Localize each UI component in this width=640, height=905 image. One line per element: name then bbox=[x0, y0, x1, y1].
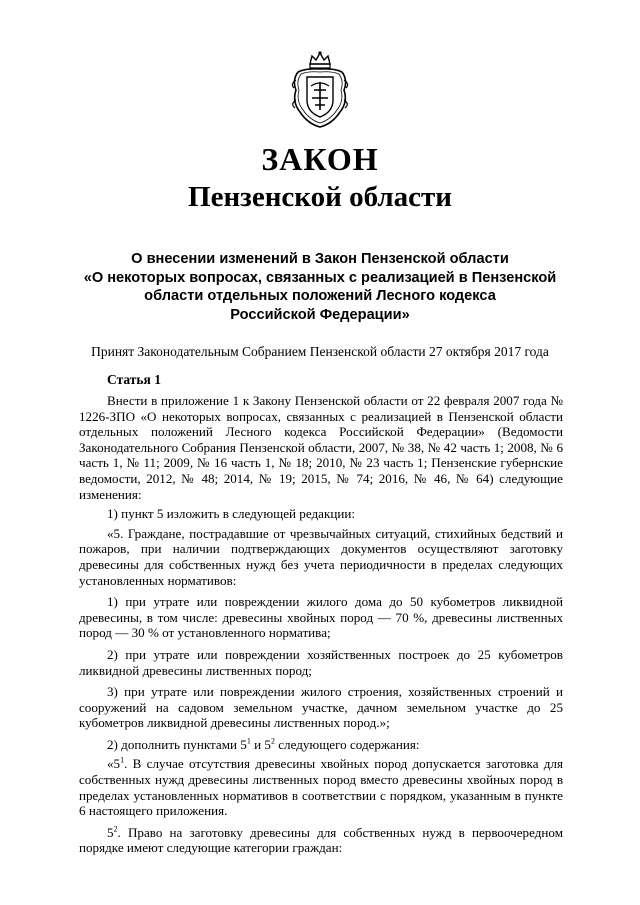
paragraph-intro: Внести в приложение 1 к Закону Пензенской области от 22 февраля 2007 года № 1226-ЗПО «О некоторых вопросах, связанных с реализацией в Пензенской области отдельных положений Лесного кодекса Российской Федерации» (Ведомости Законодательного Собрания Пензенской области, 2007, № 38, № 42 часть 1; 2008, № 6 часть 1, № 11; 2009, № 16 часть 1, № 18; 2010, № 23 часть 1; Пензенские губернские ведомости, 2012, № 48; 2014, № 19; 2015, № 74; 2016, № 46, № 64) следующие изменения: bbox=[79, 393, 563, 502]
paragraph-item-2 bbox=[79, 737, 563, 753]
item-2-text-c: следующего содержания: bbox=[274, 736, 420, 752]
paragraph-point-5: «5. Граждане, пострадавшие от чрезвычайных ситуаций, стихийных бедствий и пожаров, при наличии подтверждающих документов осуществляют заготовку древесины для собственных нужд без учета периодичности в пределах следующих установленных нормативов: bbox=[79, 525, 563, 588]
subtitle-line-1: О внесении изменений в Закон Пензенской области bbox=[131, 251, 509, 267]
point-5-1-sup: 1 bbox=[120, 756, 125, 766]
adoption-note: Принят Законодательным Собранием Пензенской области 27 октября 2017 года bbox=[91, 344, 549, 359]
paragraph-point-5-1 bbox=[79, 756, 563, 818]
paragraph-subpoint-3: 3) при утрате или повреждении жилого строения, хозяйственных строений и сооружений на садовом земельном участке, дачном земельном участке до 25 кубометров ликвидной древесины лиственных пород.»; bbox=[79, 684, 563, 731]
paragraph-point-5-2 bbox=[79, 825, 563, 856]
point-5-1-text-a: «5 bbox=[107, 756, 121, 772]
subtitle-line-3: области отдельных положений Лесного кодекса bbox=[144, 288, 496, 304]
coat-of-arms-icon bbox=[288, 50, 352, 130]
article-body bbox=[79, 393, 563, 862]
document-type-heading: ЗАКОН bbox=[261, 141, 379, 177]
item-2-sup-2: 2 bbox=[270, 736, 275, 746]
paragraph-subpoint-1: 1) при утрате или повреждении жилого дома до 50 кубометров ликвидной древесины, в том числе: древесины хвойных пород — 70 %, древесины лиственных пород — 30 % от установленного норматива; bbox=[79, 594, 563, 641]
item-2-text-b: и 5 bbox=[250, 736, 271, 752]
point-5-2-text-b: . Право на заготовку древесины для собственных нужд в первоочередном порядке имеют следующие категории граждан: bbox=[79, 824, 563, 856]
paragraph-subpoint-2: 2) при утрате или повреждении хозяйственных построек до 25 кубометров ликвидной древесины лиственных пород; bbox=[79, 646, 563, 678]
law-subtitle bbox=[60, 250, 580, 324]
subtitle-line-4: Российской Федерации» bbox=[230, 306, 410, 323]
region-heading: Пензенской области bbox=[188, 181, 452, 213]
subtitle-line-2: «О некоторых вопросах, связанных с реализацией в Пензенской bbox=[83, 269, 557, 286]
paragraph-item-1: 1) пункт 5 изложить в следующей редакции: bbox=[107, 506, 355, 522]
item-2-sup-1: 1 bbox=[246, 736, 251, 746]
article-heading: Статья 1 bbox=[107, 372, 161, 387]
item-2-text-a: 2) дополнить пунктами 5 bbox=[107, 736, 247, 752]
point-5-2-text-a: 5 bbox=[107, 824, 114, 840]
point-5-2-sup: 2 bbox=[113, 824, 118, 834]
point-5-1-text-b: . В случае отсутствия древесины хвойных пород допускается заготовка для собственных нужд древесины лиственных пород вместо древесины хвойных пород в пределах установленных нормативов в соответствии с порядком, указанным в пункте 6 настоящего приложения. bbox=[79, 756, 563, 819]
